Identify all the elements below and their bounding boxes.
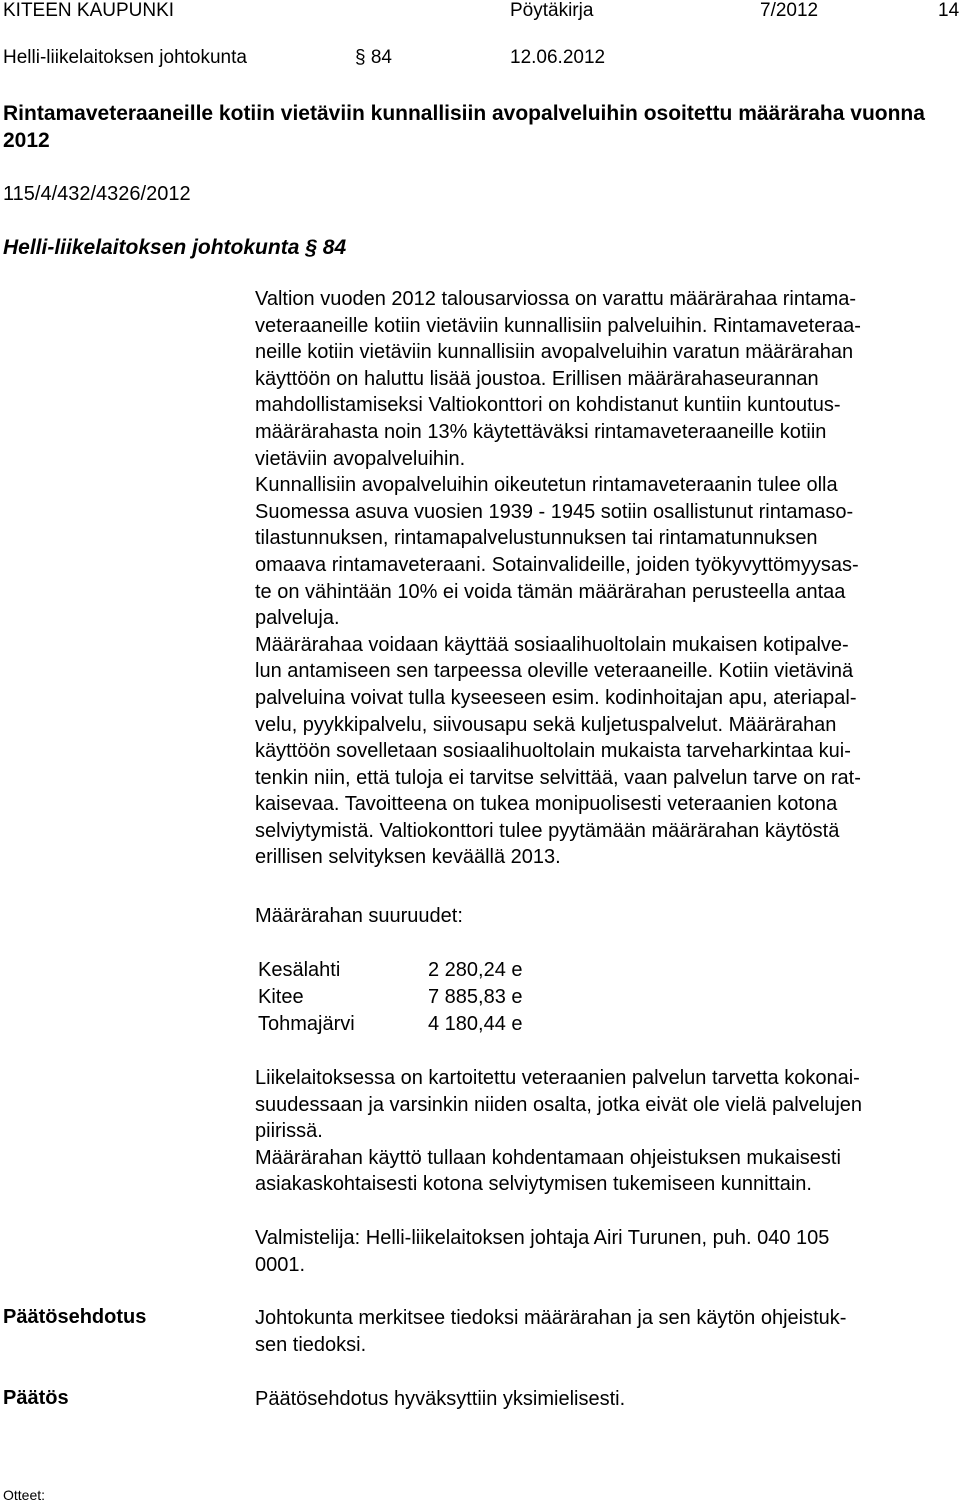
municipality-cell: Tohmajärvi: [258, 1013, 355, 1035]
section-sign-icon: §: [305, 236, 317, 259]
header-doc-number: 7/2012: [760, 0, 819, 21]
body-line: velu, pyykkipalvelu, siivousapu sekä kuljetuspalvelut. Määrärahan: [255, 713, 837, 736]
header-date: 12.06.2012: [510, 47, 606, 68]
closing-line: Määrärahan käyttö tullaan kohdentamaan ohjeistuksen mukaisesti: [255, 1146, 841, 1169]
closing-line: asiakaskohtaisesti kotona selviytymisen tukemiseen kunnittain.: [255, 1173, 812, 1196]
closing-line: piirissä.: [255, 1120, 323, 1143]
body-line: selviytymistä. Valtiokonttori tulee pyytämään määrärahan käytöstä: [255, 819, 840, 842]
preparer-text: [255, 1225, 955, 1278]
body-line: palveluja.: [255, 607, 340, 630]
page-title: Rintamaveteraaneille kotiin vietäviin kunnallisiin avopalveluihin osoitettu määräraha vuonna 2012: [3, 102, 925, 152]
body-line: lun antamiseen sen tarpeessa oleville veteraaneille. Kotiin vietävinä: [255, 660, 854, 683]
preparer-line: 0001.: [255, 1253, 306, 1276]
decision-label: Päätös: [3, 1387, 69, 1409]
body-line: käyttöön sovelletaan sosiaalihuoltolain mukaista tarveharkintaa kui-: [255, 740, 851, 763]
body-line: palveluina voivat tulla kyseeseen esim. kodinhoitajan apu, ateriapal-: [255, 686, 857, 709]
proposal-line: Johtokunta merkitsee tiedoksi määrärahan ja sen käytön ohjeistuk-: [255, 1307, 847, 1329]
closing-line: Liikelaitoksessa on kartoitettu veteraanien palvelun tarvetta kokonai-: [255, 1067, 860, 1089]
body-line: te on vähintään 10% ei voida tämän määrärahan perusteella antaa: [255, 580, 846, 603]
preparer-line: Valmistelija: Helli-liikelaitoksen johtaja Airi Turunen, puh. 040 105: [255, 1227, 830, 1249]
header-org: KITEEN KAUPUNKI: [3, 0, 175, 21]
closing-text: [255, 1065, 955, 1198]
body-line: Valtion vuoden 2012 talousarviossa on varattu määrärahaa rintama-: [255, 288, 857, 310]
amounts-heading: Määrärahan suuruudet:: [255, 905, 463, 927]
body-line: erillisen selvityksen keväällä 2013.: [255, 846, 561, 869]
proposal-line: sen tiedoksi.: [255, 1333, 367, 1356]
header-doc-type: Pöytäkirja: [510, 0, 594, 21]
closing-line: suudessaan ja varsinkin niiden osalta, jotka eivät ole vielä palvelujen: [255, 1093, 863, 1116]
amount-cell: 4 180,44 e: [428, 1013, 523, 1035]
table-row: [258, 957, 523, 984]
section-sign-icon: §: [355, 47, 366, 68]
decision-text: Päätösehdotus hyväksyttiin yksimielisesti.: [255, 1388, 626, 1410]
reference-number: 115/4/432/4326/2012: [3, 183, 191, 205]
footer-label: Otteet:: [3, 1487, 46, 1503]
amount-cell: 7 885,83 e: [428, 986, 523, 1008]
board-heading: [3, 236, 346, 260]
body-line: veteraaneille kotiin vietäviin kunnallisiin palveluihin. Rintamaveteraa-: [255, 314, 861, 337]
body-line: Määrärahaa voidaan käyttää sosiaalihuoltolain mukaisen kotipalve-: [255, 633, 849, 656]
board-heading-section: 84: [322, 236, 347, 259]
body-text: [255, 286, 955, 871]
header-section-number: 84: [370, 47, 392, 68]
table-row: [258, 1011, 523, 1038]
body-line: omaava rintamaveteraani. Sotainvalideille, joiden työkyvyttömyysas-: [255, 553, 859, 576]
proposal-text: [255, 1305, 955, 1358]
body-line: mahdollistamiseksi Valtiokonttori on kohdistanut kuntiin kuntoutus-: [255, 394, 841, 417]
body-line: neille kotiin vietäviin kunnallisiin avopalveluihin varatun määrärahan: [255, 341, 854, 364]
header-section: [355, 47, 392, 69]
body-line: vietäviin avopalveluihin.: [255, 447, 466, 470]
body-line: tilastunnuksen, rintamapalvelustunnuksen tai rintamatunnuksen: [255, 527, 818, 550]
body-line: määrärahasta noin 13% käytettäväksi rintamaveteraaneille kotiin: [255, 420, 827, 443]
municipality-cell: Kitee: [258, 986, 304, 1008]
body-line: Suomessa asuva vuosien 1939 - 1945 sotiin osallistunut rintamaso-: [255, 500, 854, 523]
header-page-number: 14: [938, 0, 960, 21]
amounts-table: [258, 957, 523, 1038]
amount-cell: 2 280,24 e: [428, 959, 523, 981]
body-line: tenkin niin, että tuloja ei tarvitse selvittää, vaan palvelun tarve on rat-: [255, 766, 861, 789]
proposal-label: Päätösehdotus: [3, 1306, 147, 1328]
body-line: käyttöön on haluttu lisää joustoa. Erillisen määrärahaseurannan: [255, 367, 819, 390]
header-body: Helli-liikelaitoksen johtokunta: [3, 47, 247, 68]
body-line: Kunnallisiin avopalveluihin oikeutetun rintamaveteraanin tulee olla: [255, 474, 838, 497]
municipality-cell: Kesälahti: [258, 959, 341, 981]
table-row: [258, 984, 523, 1011]
board-heading-name: Helli-liikelaitoksen johtokunta: [3, 236, 300, 259]
body-line: kaisevaa. Tavoitteena on tukea monipuolisesti veteraanien kotona: [255, 793, 838, 816]
